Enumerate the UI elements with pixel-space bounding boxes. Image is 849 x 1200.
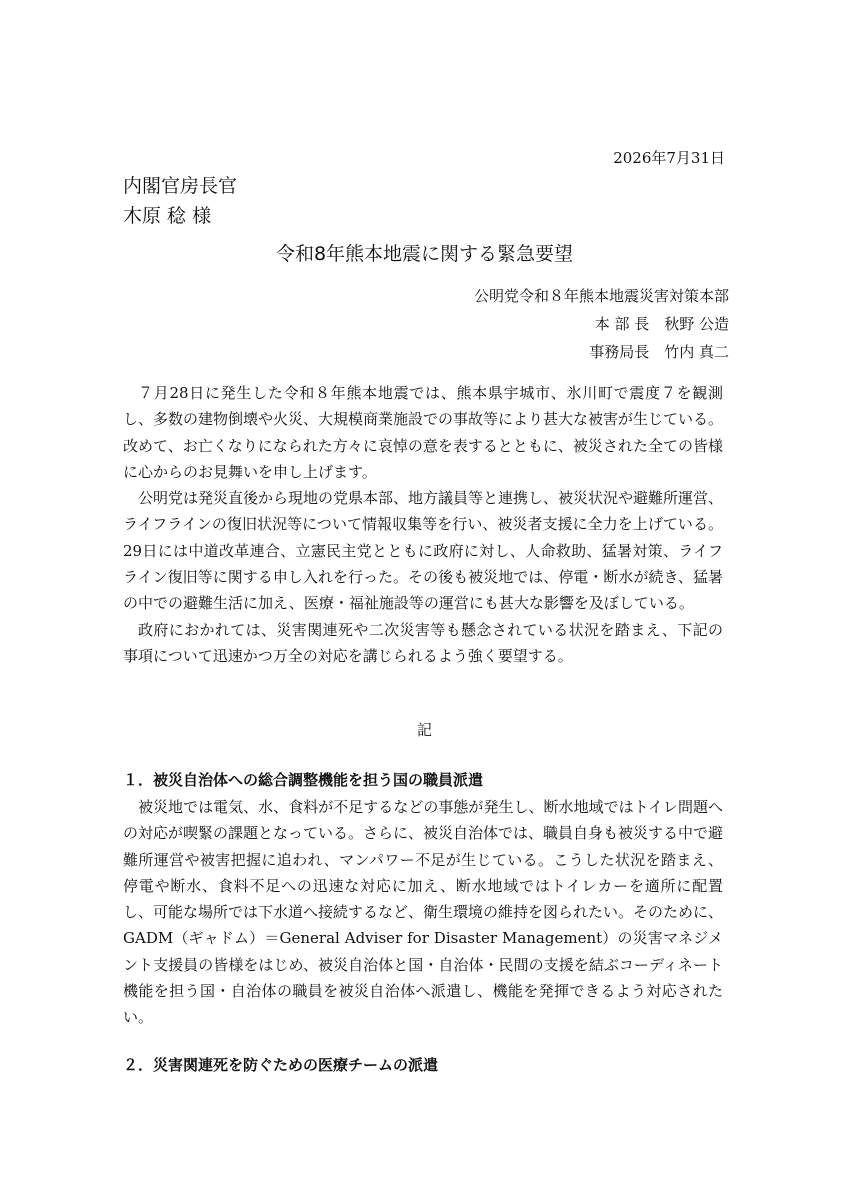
paragraph: 公明党は発災直後から現地の党県本部、地方議員等と連携し、被災状況や避難所運営、ライフラインの復旧状況等について情報収集等を行い、被災者支援に全力を上げている。29日には中道改革連合、立憲民主党とともに政府に対し、人命救助、猛暑対策、ライフライン復旧等に関する申し入れを行った。その後も被災地では、停電・断水が続き、猛暑の中での避難生活に加え、医療・福祉施設等の運営にも甚大な影響を及ぼしている。 bbox=[123, 489, 724, 613]
sender-chief: 本 部 長 秋野 公造 bbox=[594, 315, 729, 333]
addressee-title: 内閣官房長官 bbox=[123, 175, 238, 197]
document-date: 2026年7月31日 bbox=[613, 149, 725, 167]
section-body-1 bbox=[123, 794, 723, 1031]
section-paragraph: 被災地では電気、水、食料が不足するなどの事態が発生し、断水地域ではトイレ問題への対応が喫緊の課題となっている。さらに、被災自治体では、職員自身も被災する中で避難所運営や被害把握に追われ、マンパワー不足が生じている。こうした状況を踏まえ、停電や断水、食料不足への迅速な対応に加え、断水地域ではトイレカーを適所に配置し、可能な場所では下水道へ接続するなど、衛生環境の維持を図られたい。そのために、GADM（ギャドム）＝General Adviser for Disaster Management）の災害マネジメント支援員の皆様をはじめ、被災自治体と国・自治体・民間の支援を結ぶコーディネート機能を担う国・自治体の職員を被災自治体へ派遣し、機能を発揮できるよう対応されたい。 bbox=[123, 798, 724, 1027]
section-heading-1: １．被災自治体への総合調整機能を担う国の職員派遣 bbox=[123, 771, 484, 789]
document-title: 令和8年熊本地震に関する緊急要望 bbox=[275, 243, 574, 265]
paragraph: ７月28日に発生した令和８年熊本地震では、熊本県宇城市、氷川町で震度７を観測し、多数の建物倒壊や火災、大規模商業施設での事故等により甚大な被害が生じている。改めて、お亡くなりになられた方々に哀悼の意を表するとともに、被災された全ての皆様に心からのお見舞いを申し上げます。 bbox=[123, 384, 724, 481]
sender-organization: 公明党令和８年熊本地震災害対策本部 bbox=[473, 287, 729, 305]
addressee-name: 木原 稔 様 bbox=[123, 205, 212, 227]
ki-marker: 記 bbox=[416, 721, 432, 739]
sender-secretary: 事務局長 竹内 真二 bbox=[589, 343, 729, 361]
section-heading-2: ２．災害関連死を防ぐための医療チームの派遣 bbox=[123, 1056, 439, 1074]
preamble bbox=[123, 380, 723, 669]
paragraph: 政府におかれては、災害関連死や二次災害等も懸念されている状況を踏まえ、下記の事項について迅速かつ万全の対応を講じられるよう強く要望する。 bbox=[123, 620, 723, 665]
sender-block bbox=[474, 282, 729, 366]
